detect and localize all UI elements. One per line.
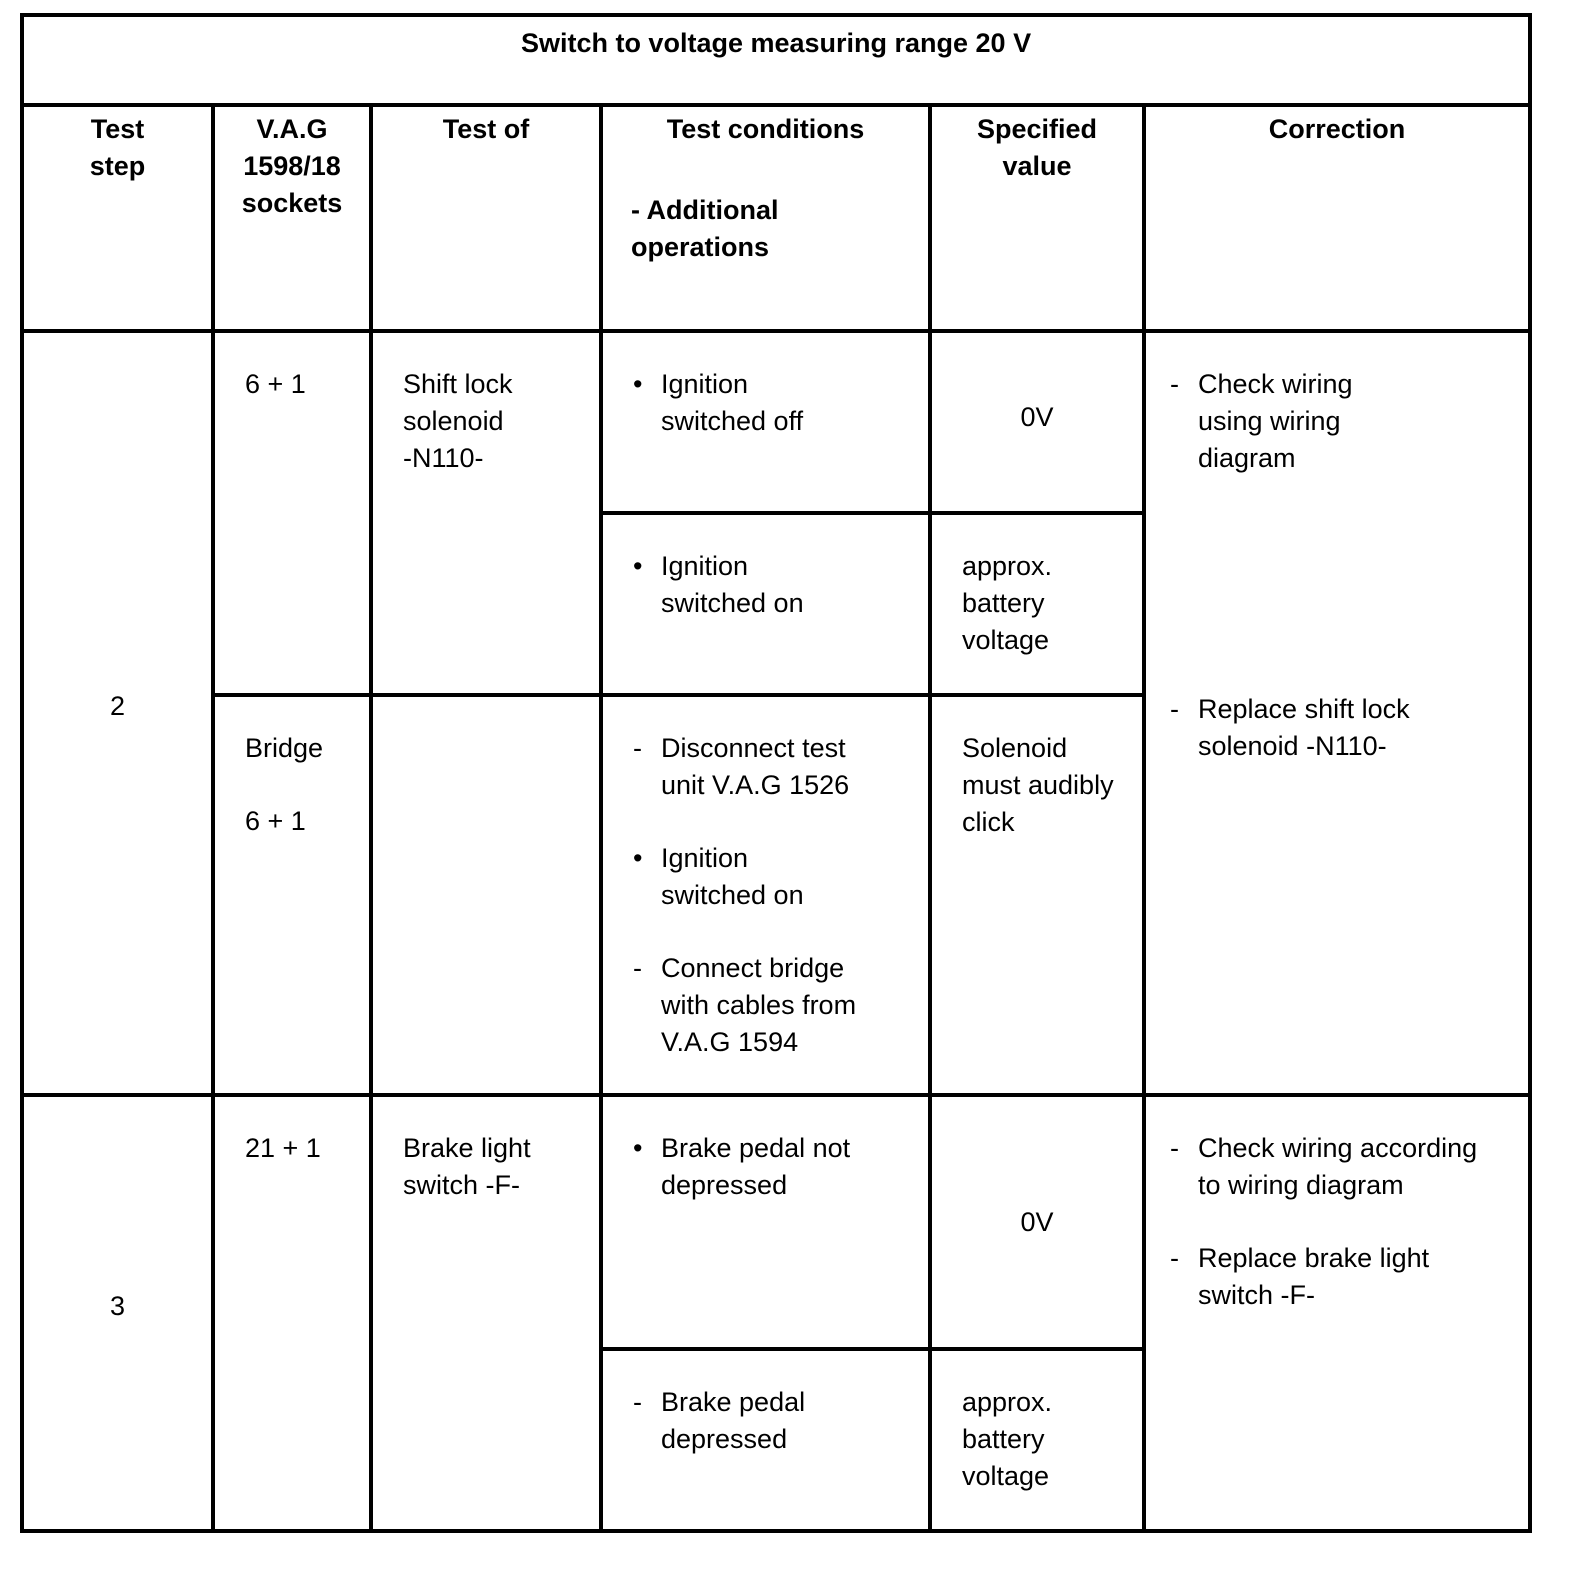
header-specified-value: Specified value [930, 105, 1144, 331]
step-2-bridge-conditions [601, 695, 930, 1095]
step-2-bridge-value: Solenoid must audibly click [930, 695, 1144, 1095]
test-table [20, 13, 1532, 1533]
bullet-marker: • [633, 369, 643, 399]
header-conditions-title: Test conditions [666, 114, 865, 144]
header-test-step: Test step [22, 105, 213, 331]
step-2-bridge-test-of [371, 695, 601, 1095]
bullet-marker: • [633, 1133, 643, 1163]
title-row [22, 15, 1530, 105]
step-2-correction [1144, 331, 1530, 1095]
list-item: - Replace shift lock solenoid -N110- [1170, 691, 1518, 765]
list-item: - Connect bridge with cables from V.A.G 1594 [633, 950, 918, 1061]
step-2-number: 2 [22, 331, 213, 1095]
step-2-value-0v: 0V [930, 331, 1144, 513]
table-row [22, 1095, 1530, 1349]
list-item: • Ignition switched on [633, 840, 918, 914]
dash-marker: - [1170, 694, 1179, 724]
step-2-value-battery: approx. battery voltage [930, 513, 1144, 695]
header-sockets: V.A.G 1598/18 sockets [213, 105, 371, 331]
bullet-marker: • [633, 551, 643, 581]
dash-marker: - [1170, 1133, 1179, 1163]
step-2-bridge-sockets [213, 695, 371, 1095]
correction-gap [1170, 477, 1518, 691]
header-test-of: Test of [371, 105, 601, 331]
step-3-sockets: 21 + 1 [213, 1095, 371, 1531]
list-item: - Check wiring according to wiring diagram [1170, 1130, 1518, 1204]
step-2-sockets: 6 + 1 [213, 331, 371, 695]
bridge-sockets-value: 6 + 1 [245, 806, 306, 836]
dash-marker: - [633, 953, 642, 983]
bridge-label: Bridge [245, 733, 324, 763]
list-item: • Ignition switched on [633, 548, 918, 622]
step-3-test-of: Brake light switch -F- [371, 1095, 601, 1531]
step-3-correction [1144, 1095, 1530, 1531]
dash-marker: - [1170, 369, 1179, 399]
table-title: Switch to voltage measuring range 20 V [22, 15, 1530, 105]
header-conditions-gap [631, 148, 928, 192]
list-item: • Ignition switched off [633, 366, 918, 440]
list-item: - Brake pedal depressed [633, 1384, 918, 1458]
step-2-condition-ignition-off [601, 331, 930, 513]
header-correction: Correction [1144, 105, 1530, 331]
header-row [22, 105, 1530, 331]
step-3-condition-depressed [601, 1349, 930, 1531]
step-3-number: 3 [22, 1095, 213, 1531]
list-item: • Brake pedal not depressed [633, 1130, 918, 1204]
step-2-test-of: Shift lock solenoid -N110- [371, 331, 601, 695]
header-test-conditions [601, 105, 930, 331]
step-3-value-0v: 0V [930, 1095, 1144, 1349]
list-item: - Check wiring using wiring diagram [1170, 366, 1518, 477]
bullet-marker: • [633, 843, 643, 873]
header-additional-operations: - Additional operations [631, 195, 779, 262]
list-item: - Replace brake light switch -F- [1170, 1240, 1518, 1314]
list-item: - Disconnect test unit V.A.G 1526 [633, 730, 918, 804]
dash-marker: - [633, 1387, 642, 1417]
step-3-value-battery: approx. battery voltage [930, 1349, 1144, 1531]
table-row [22, 331, 1530, 513]
dash-marker: - [1170, 1243, 1179, 1273]
step-3-condition-not-depressed [601, 1095, 930, 1349]
dash-marker: - [633, 733, 642, 763]
step-2-condition-ignition-on [601, 513, 930, 695]
sockets-gap [245, 767, 359, 803]
